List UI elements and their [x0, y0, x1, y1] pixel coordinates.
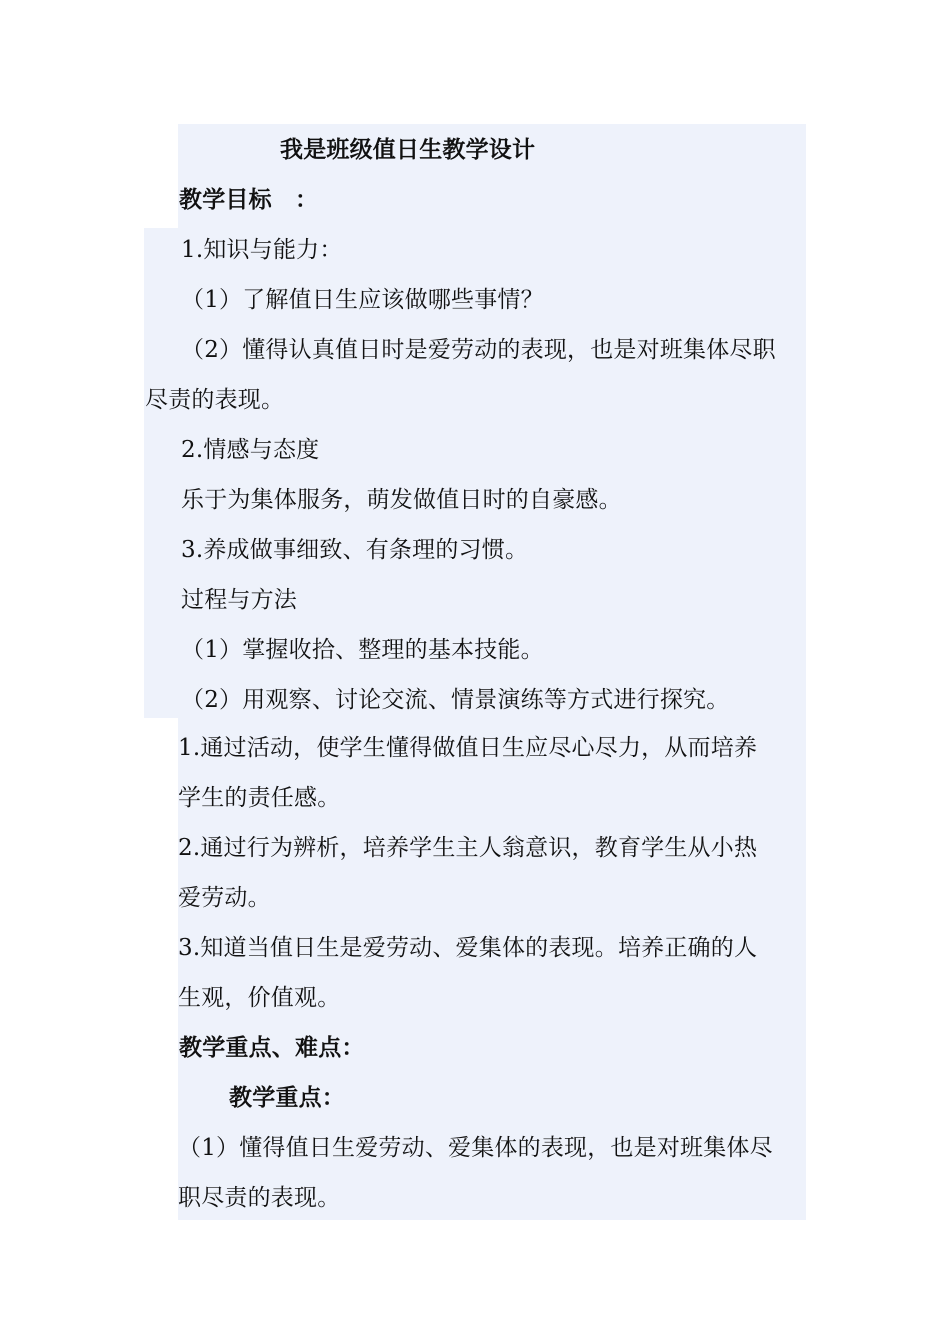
process-item-1: （1）掌握收拾、整理的基本技能。	[181, 637, 544, 663]
emotion-heading: 2.情感与态度	[181, 437, 320, 463]
key-points-heading: 教学重点、难点：	[179, 1035, 365, 1061]
goal-2-line-2: 爱劳动。	[178, 885, 271, 911]
goal-3-line-1: 3.知道当值日生是爱劳动、爱集体的表现。培养正确的人	[178, 935, 758, 961]
process-heading: 过程与方法	[181, 587, 297, 613]
goal-2-line-1: 2.通过行为辨析，培养学生主人翁意识，教育学生从小热	[178, 835, 758, 861]
goal-1-line-2: 学生的责任感。	[178, 785, 341, 811]
process-item-2: （2）用观察、讨论交流、情景演练等方式进行探究。	[181, 687, 730, 713]
emotion-text: 乐于为集体服务，萌发做值日时的自豪感。	[181, 487, 622, 513]
key-point-1-line-1: （1）懂得值日生爱劳动、爱集体的表现，也是对班集体尽	[178, 1135, 773, 1161]
knowledge-item-1: （1）了解值日生应该做哪些事情？	[181, 287, 544, 313]
knowledge-item-2-line-2: 尽责的表现。	[145, 387, 285, 413]
habit-text: 3.养成做事细致、有条理的习惯。	[181, 537, 529, 563]
document-title: 我是班级值日生教学设计	[280, 137, 536, 163]
knowledge-item-2-line-1: （2）懂得认真值日时是爱劳动的表现，也是对班集体尽职	[181, 337, 776, 363]
goal-1-line-1: 1.通过活动，使学生懂得做值日生应尽心尽力，从而培养	[178, 735, 758, 761]
highlight-block-left	[144, 228, 180, 718]
key-point-1-line-2: 职尽责的表现。	[178, 1185, 341, 1211]
knowledge-heading: 1.知识与能力：	[181, 237, 343, 263]
key-points-subheading: 教学重点：	[229, 1085, 345, 1111]
goal-3-line-2: 生观，价值观。	[178, 985, 341, 1011]
goals-heading: 教学目标 ：	[179, 187, 319, 213]
